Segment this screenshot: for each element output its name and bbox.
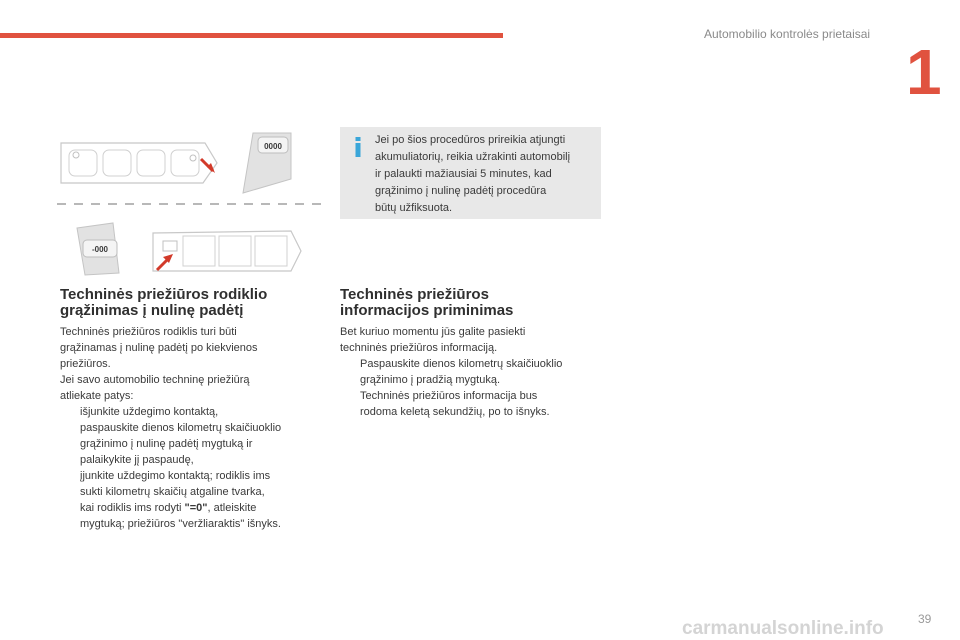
heading-line: Techninės priežiūros <box>340 286 489 303</box>
list-item-text <box>80 500 330 516</box>
section-title: Automobilio kontrolės prietaisai <box>704 27 871 41</box>
page-number: 39 <box>918 612 932 626</box>
paragraph-line: priežiūros. <box>60 358 111 370</box>
trip-reset-button-closeup-bottom <box>77 223 119 275</box>
list-item-text: mygtuką; priežiūros "veržliaraktis" išnyks. <box>80 518 281 530</box>
list-item <box>60 468 330 500</box>
list-item <box>60 404 330 420</box>
zero-reading-text: "=0" <box>184 502 208 514</box>
svg-text:0000: 0000 <box>264 142 282 151</box>
maintenance-reminder-body <box>340 324 610 420</box>
paragraph-line: grąžinamas į nulinę padėtį po kiekvienos <box>60 342 258 354</box>
watermark: carmanualsonline.info <box>682 618 884 639</box>
text-run: kai rodiklis ims rodyti <box>80 502 185 514</box>
heading-maintenance-reset <box>60 287 340 319</box>
maintenance-reset-body <box>60 324 330 532</box>
text-run: , atleiskite <box>207 502 257 514</box>
paragraph-line: Techninės priežiūros informacija bus <box>360 390 538 402</box>
paragraph-line: Bet kuriuo momentu jūs galite pasiekti <box>340 326 526 338</box>
list-item <box>60 420 330 468</box>
paragraph-line: Techninės priežiūros rodiklis turi būti <box>60 326 237 338</box>
info-line: akumuliatorių, reikia užrakinti automobilį <box>375 151 571 163</box>
list-item-text: palaikykite jį paspaudę, <box>80 454 194 466</box>
list-item <box>340 356 610 388</box>
list-item-text: grąžinimo į pradžią mygtuką. <box>360 374 501 386</box>
paragraph-line: atliekate patys: <box>60 390 134 402</box>
svg-text:-000: -000 <box>91 245 109 254</box>
chapter-number: 1 <box>906 36 942 108</box>
paragraph-line: rodoma keletą sekundžių, po to išnyks. <box>360 406 550 418</box>
dashboard-illustration <box>55 125 323 285</box>
header-accent-bar <box>0 33 503 38</box>
info-line: būtų užfiksuota. <box>375 202 453 214</box>
list-item-text: įjunkite uždegimo kontaktą; rodiklis ims <box>80 470 271 482</box>
paragraph-line: techninės priežiūros informaciją. <box>340 342 498 354</box>
list-item <box>60 500 330 532</box>
info-icon <box>352 137 364 157</box>
heading-line: Techninės priežiūros rodiklio <box>60 286 268 303</box>
list-item-text: Paspauskite dienos kilometrų skaičiuoklio <box>360 358 563 370</box>
info-box-text <box>375 132 597 217</box>
paragraph-line: Jei savo automobilio techninę priežiūrą <box>60 374 250 386</box>
list-item-text: išjunkite uždegimo kontaktą, <box>80 406 219 418</box>
list-item-text: paspauskite dienos kilometrų skaičiuoklio <box>80 422 282 434</box>
info-line: ir palaukti mažiausiai 5 minutes, kad <box>375 168 552 180</box>
trip-reset-button-closeup-top <box>243 133 291 193</box>
info-line: Jei po šios procedūros prireikia atjungti <box>375 134 566 146</box>
heading-maintenance-reminder <box>340 287 600 319</box>
list-item-text: grąžinimo į nulinę padėtį mygtuką ir <box>80 438 253 450</box>
list-item-text: sukti kilometrų skaičių atgaline tvarka, <box>80 486 265 498</box>
info-line: grąžinimo į nulinę padėtį procedūra <box>375 185 547 197</box>
heading-line: informacijos priminimas <box>340 302 514 319</box>
heading-line: grąžinimas į nulinę padėtį <box>60 302 244 319</box>
